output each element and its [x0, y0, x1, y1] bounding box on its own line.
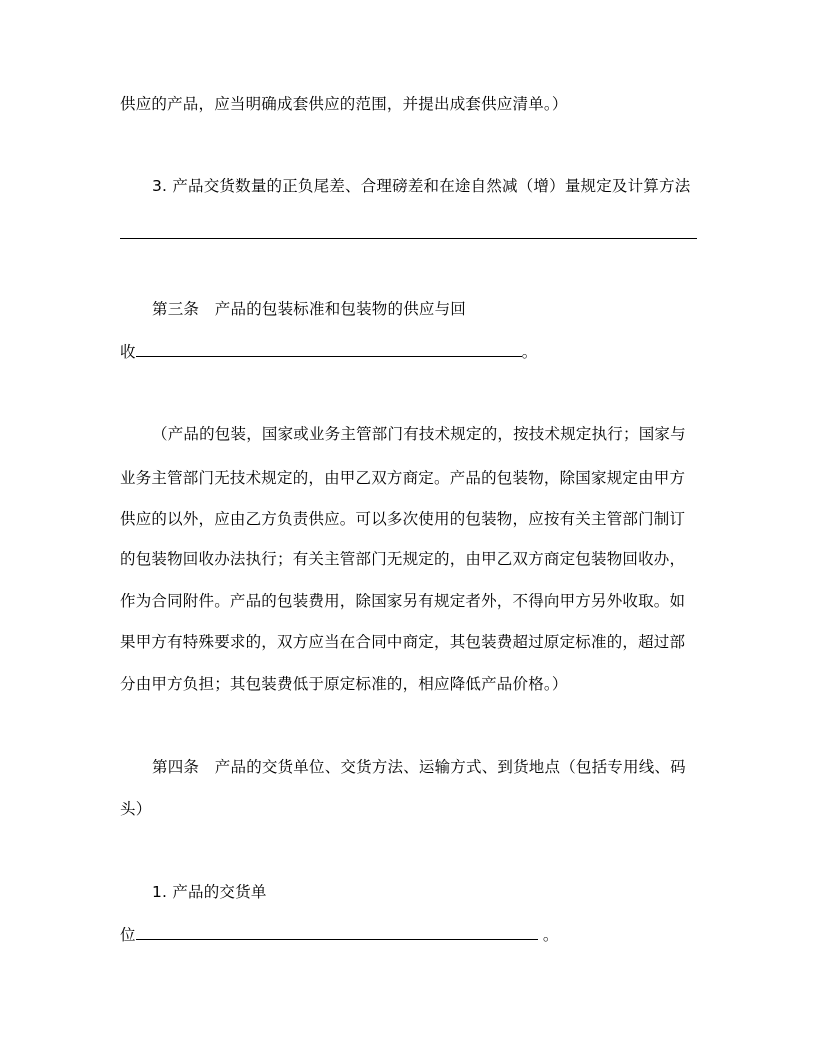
note-line: 果甲方有特殊要求的，双方应当在合同中商定，其包装费超过原定标准的，超过部 — [120, 633, 686, 651]
article-3-heading: 第三条 产品的包装标准和包装物的供应与回 — [152, 300, 467, 318]
note-line: （产品的包装，国家或业务主管部门有技术规定的，按技术规定执行；国家与 — [152, 425, 686, 443]
article-3-end: 。 — [521, 343, 538, 361]
item-3-text: 3. 产品交货数量的正负尾差、合理磅差和在途自然减（增）量规定及计算方法 — [152, 177, 691, 195]
article-3-continuation — [120, 341, 537, 362]
item-1-cont-text: 位 — [120, 926, 136, 944]
paragraph-line: 供应的产品，应当明确成套供应的范围，并提出成套供应清单。） — [120, 95, 568, 113]
item-1-end: 。 — [537, 926, 559, 944]
item-1-continuation — [120, 924, 559, 945]
fill-in-rule — [120, 238, 697, 239]
note-line: 的包装物回收办法执行；有关主管部门无规定的，由甲乙双方商定包装物回收办， — [120, 550, 686, 568]
fill-in-blank — [136, 341, 522, 357]
item-1-text: 1. 产品的交货单 — [152, 883, 267, 901]
article-4-continuation: 头） — [120, 800, 152, 818]
article-4-heading: 第四条 产品的交货单位、交货方法、运输方式、到货地点（包括专用线、码 — [152, 758, 686, 776]
note-line: 供应的以外，应由乙方负责供应。可以多次使用的包装物，应按有关主管部门制订 — [120, 510, 686, 528]
note-line: 分由甲方负担；其包装费低于原定标准的，相应降低产品价格。） — [120, 675, 568, 693]
article-3-cont-text: 收 — [120, 343, 136, 361]
fill-in-blank — [136, 924, 538, 940]
note-line: 业务主管部门无技术规定的，由甲乙双方商定。产品的包装物，除国家规定由甲方 — [120, 469, 686, 487]
note-line: 作为合同附件。产品的包装费用，除国家另有规定者外，不得向甲方另外收取。如 — [120, 592, 686, 610]
